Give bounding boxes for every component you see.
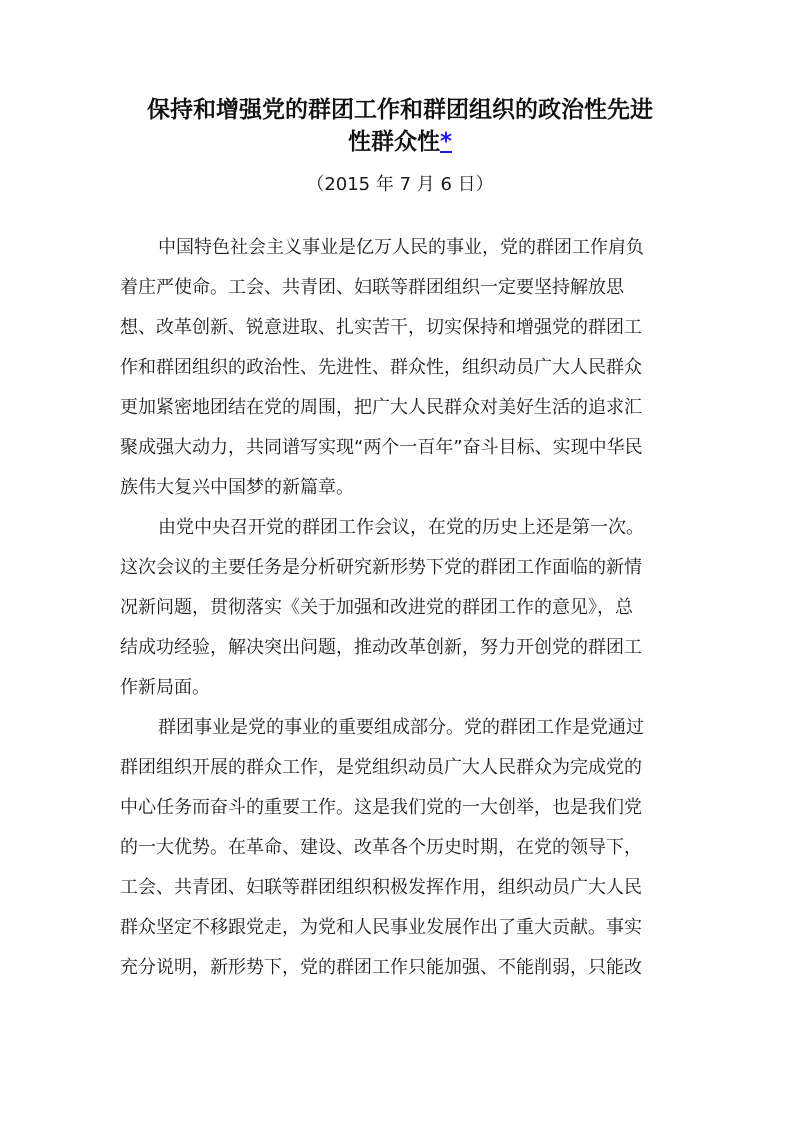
paragraph-2-line-2: 这次会议的主要任务是分析研究新形势下党的群团工作面临的新情 [120,557,642,578]
document-title [118,94,682,158]
footnote-link[interactable]: * [439,129,453,155]
paragraph-2-line-1: 由党中央召开党的群团工作会议，在党的历史上还是第一次。 [158,517,644,538]
paragraph-2-line-3: 况新问题，贯彻落实《关于加强和改进党的群团工作的意见》，总 [120,597,633,618]
title-line-1: 保持和增强党的群团工作和群团组织的政治性先进 [147,97,653,123]
paragraph-2-line-5: 作新局面。 [120,677,210,698]
paragraph-2-line-4: 结成功经验，解决突出问题，推动改革创新，努力开创党的群团工 [120,637,642,658]
paragraph-3-line-4: 的一大优势。在革命、建设、改革各个历史时期，在党的领导下， [120,837,642,858]
paragraph-3-line-2: 群团组织开展的群众工作，是党组织动员广大人民群众为完成党的 [120,757,642,778]
paragraph-1-line-4: 作和群团组织的政治性、先进性、群众性，组织动员广大人民群众 [120,357,642,378]
paragraph-1-line-1: 中国特色社会主义事业是亿万人民的事业，党的群团工作肩负 [158,237,644,258]
paragraph-1-line-6: 聚成强大动力，共同谱写实现“两个一百年”奋斗目标、实现中华民 [120,437,643,458]
paragraph-3-line-5: 工会、共青团、妇联等群团组织积极发挥作用，组织动员广大人民 [120,877,642,898]
paragraph-1-line-3: 想、改革创新、锐意进取、扎实苦干，切实保持和增强党的群团工 [120,317,642,338]
paragraph-3-line-3: 中心任务而奋斗的重要工作。这是我们党的一大创举，也是我们党 [120,797,642,818]
paragraph-3-line-6: 群众坚定不移跟党走，为党和人民事业发展作出了重大贡献。事实 [120,917,642,938]
document-date: （2015 年 7 月 6 日） [306,174,494,195]
paragraph-1-line-2: 着庄严使命。工会、共青团、妇联等群团组织一定要坚持解放思 [120,277,624,298]
title-line-2-text: 性群众性 [347,129,440,155]
paragraph-1-line-5: 更加紧密地团结在党的周围，把广大人民群众对美好生活的追求汇 [120,397,642,418]
paragraph-3-line-1: 群团事业是党的事业的重要组成部分。党的群团工作是党通过 [158,717,644,738]
title-line-2 [118,126,682,158]
paragraph-3-line-7: 充分说明，新形势下，党的群团工作只能加强、不能削弱，只能改 [120,957,642,978]
document-body [120,228,680,988]
paragraph-1-line-7: 族伟大复兴中国梦的新篇章。 [120,477,354,498]
